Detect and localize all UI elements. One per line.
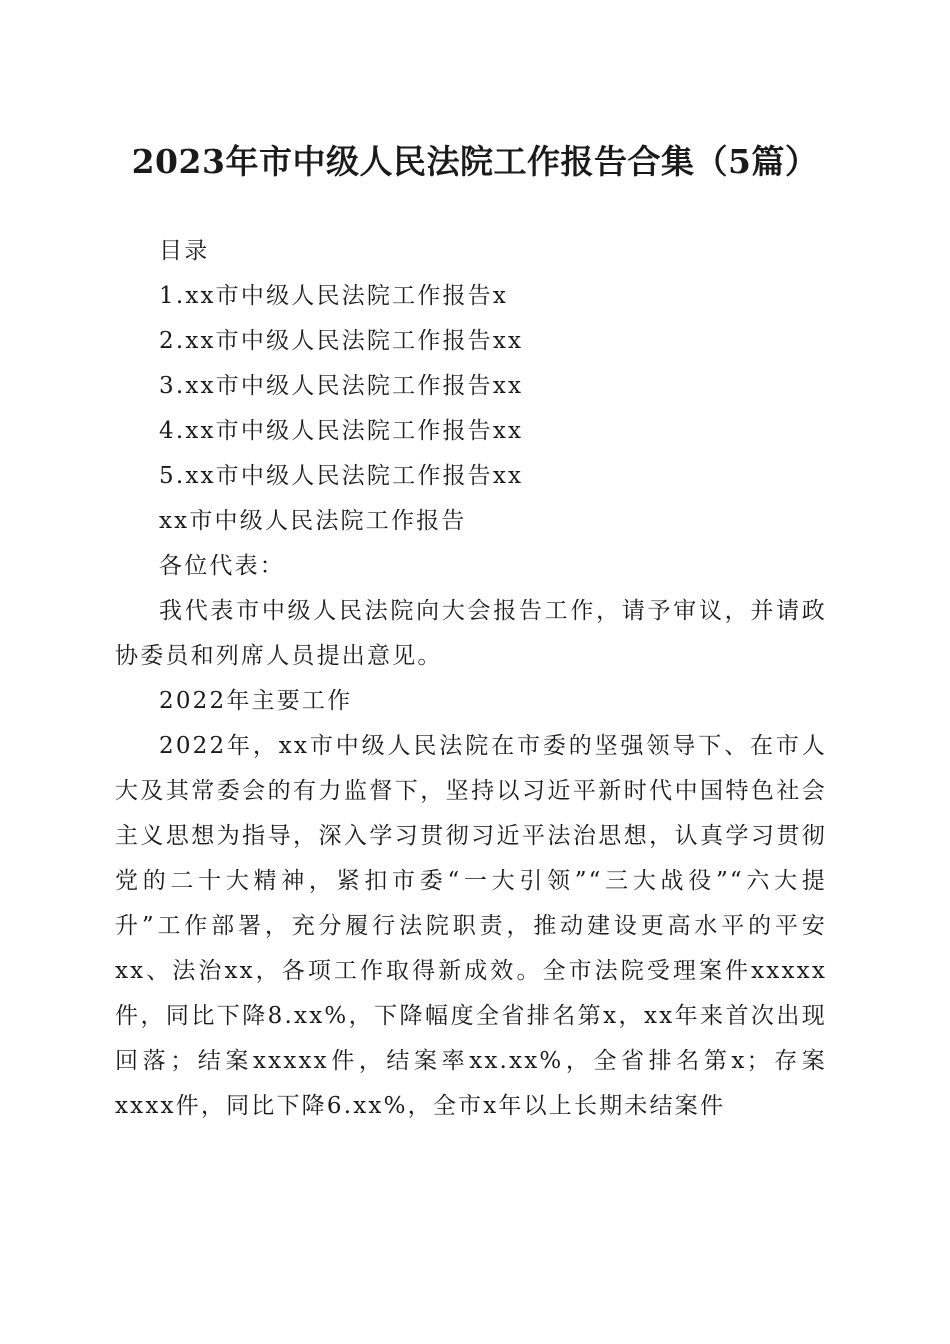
toc-heading: 目录 [159, 238, 210, 264]
toc-item-2: 2.xx市中级人民法院工作报告xx [159, 328, 524, 354]
toc-item-3: 3.xx市中级人民法院工作报告xx [159, 373, 524, 399]
section-paragraph: 2022年，xx市中级人民法院在市委的坚强领导下、在市人大及其常委会的有力监督下，坚持以习近平新时代中国特色社会主义思想为指导，深入学习贯彻习近平法治思想，认真学习贯彻党的二十大精神，紧扣市委“一大引领”“三大战役”“六大提升”工作部署，充分履行法院职责，推动建设更高水平的平安xx、法治xx，各项工作取得新成效。全市法院受理案件xxxxx件，同比下降8.xx%，下降幅度全省排名第x，xx年来首次出现回落；结案xxxxx件，结案率xx.xx%，全省排名第x；存案xxxx件，同比下降6.xx%，全市x年以上长期未结案件 [115, 733, 827, 1119]
document-title: 2023年市中级人民法院工作报告合集（5篇） [131, 142, 819, 181]
salutation: 各位代表： [159, 553, 285, 579]
report-title: xx市中级人民法院工作报告 [159, 508, 467, 534]
toc-item-5: 5.xx市中级人民法院工作报告xx [159, 463, 524, 489]
document-body [115, 229, 827, 1129]
toc-item-1: 1.xx市中级人民法院工作报告x [159, 283, 509, 309]
section-heading: 2022年主要工作 [159, 688, 353, 714]
toc-item-4: 4.xx市中级人民法院工作报告xx [159, 418, 524, 444]
intro-paragraph: 我代表市中级人民法院向大会报告工作，请予审议，并请政协委员和列席人员提出意见。 [115, 598, 827, 669]
